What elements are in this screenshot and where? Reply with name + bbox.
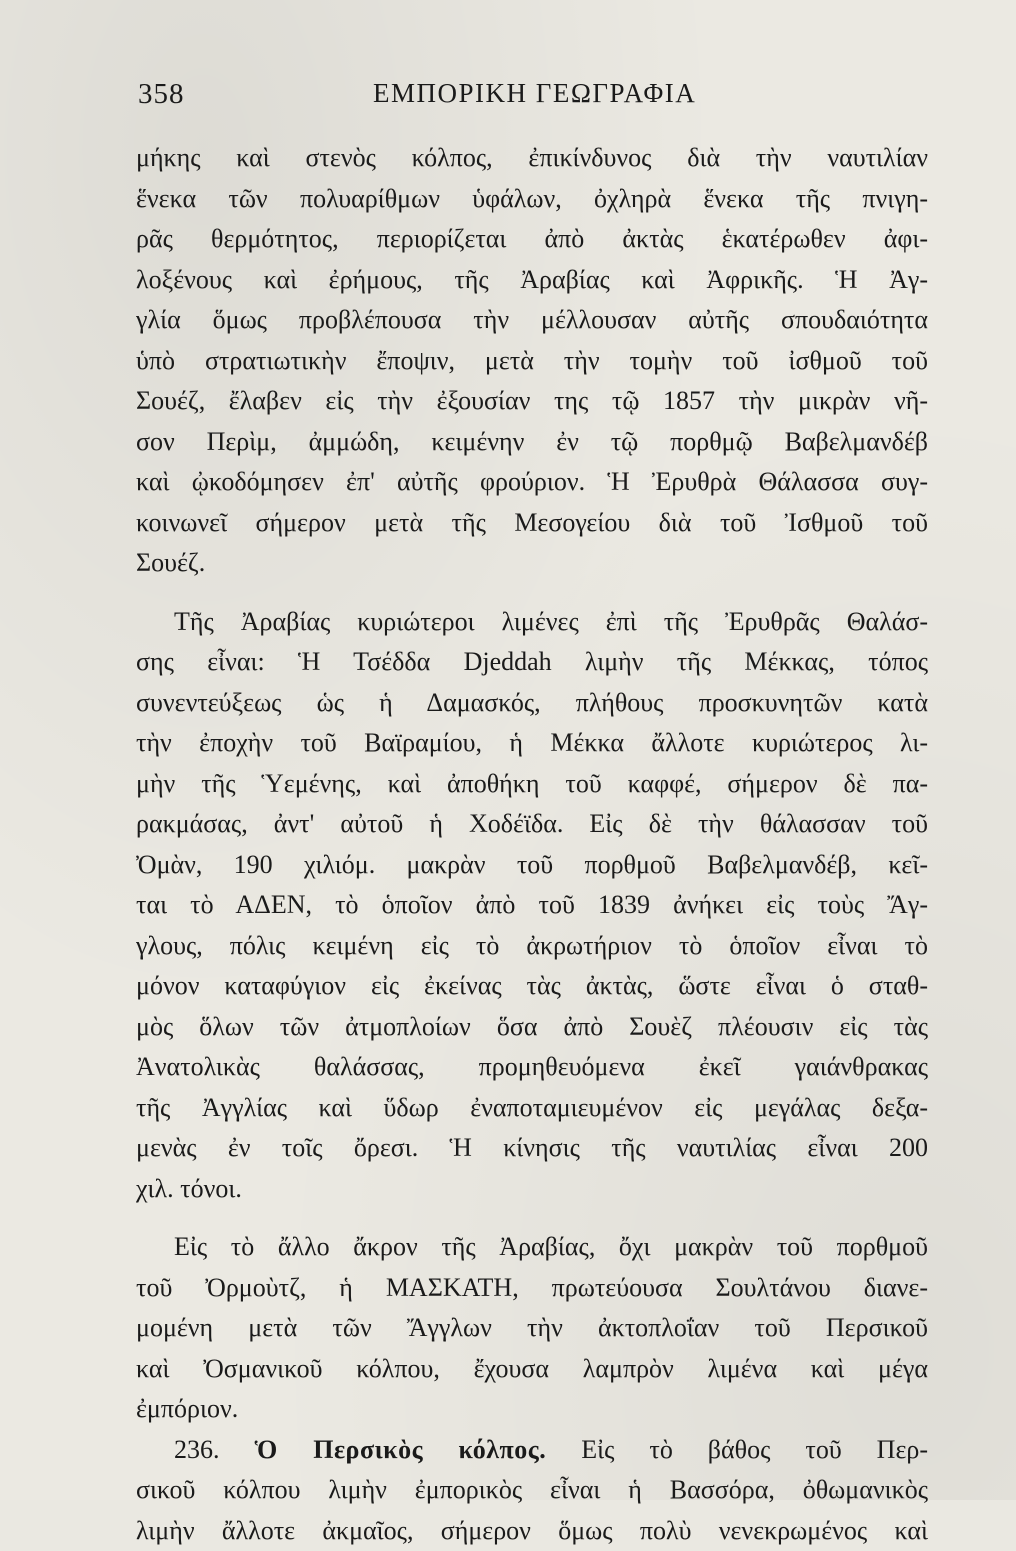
text-line: σον Περὶμ, ἀμμώδη, κειμένην ἐν τῷ πορθμῷ Βαβελμανδέβ: [136, 422, 928, 463]
text-line: Ἀνατολικὰς θαλάσσας, προμηθευόμενα ἐκεῖ γαιάνθρακας: [136, 1047, 928, 1088]
text-line: ὑπὸ στρατιωτικὴν ἔποψιν, μετὰ τὴν τομὴν τοῦ ἰσθμοῦ τοῦ: [136, 341, 928, 382]
text-line: σης εἶναι: Ἡ Τσέδδα Djeddah λιμὴν τῆς Μέκκας, τόπος: [136, 642, 928, 683]
text-line: λιμὴν ἄλλοτε ἀκμαῖος, σήμερον ὅμως πολὺ νενεκρωμένος καὶ: [136, 1511, 928, 1551]
section-paragraph: [136, 1430, 928, 1551]
text-line: συνεντεύξεως ὡς ἡ Δαμασκός, πλήθους προσκυνητῶν κατὰ: [136, 683, 928, 724]
section-line-rest: Εἰς τὸ βάθος τοῦ Περ-: [581, 1435, 928, 1464]
page-number: 358: [138, 78, 185, 111]
text-line: ἕνεκα τῶν πολυαρίθμων ὑφάλων, ὀχληρὰ ἕνεκα τῆς πνιγη-: [136, 179, 928, 220]
text-line: μενὰς ἐν τοῖς ὄρεσι. Ἡ κίνησις τῆς ναυτιλίας εἶναι 200: [136, 1128, 928, 1169]
paragraph: [136, 602, 928, 1210]
text-line: καὶ ᾠκοδόμησεν ἐπ' αὐτῆς φρούριον. Ἡ Ἐρυθρὰ Θάλασσα συγ-: [136, 462, 928, 503]
running-title: ΕΜΠΟΡΙΚΗ ΓΕΩΓΡΑΦΙΑ: [373, 78, 696, 109]
text-line: Τῆς Ἀραβίας κυριώτεροι λιμένες ἐπὶ τῆς Ἐρυθρᾶς Θαλάσ-: [136, 602, 928, 643]
text-line: χιλ. τόνοι.: [136, 1169, 928, 1210]
text-line: μὸς ὅλων τῶν ἀτμοπλοίων ὅσα ἀπὸ Σουὲζ πλέουσιν εἰς τὰς: [136, 1007, 928, 1048]
paragraph: [136, 138, 928, 584]
text-line: ἐμπόριον.: [136, 1389, 928, 1430]
page-body: [136, 138, 928, 1551]
text-line: μόνον καταφύγιον εἰς ἐκείνας τὰς ἀκτὰς, ὥστε εἶναι ὁ σταθ-: [136, 966, 928, 1007]
paragraph-gap: [136, 1209, 928, 1227]
page-header: [138, 78, 928, 122]
text-line: μὴν τῆς Ὑεμένης, καὶ ἀποθήκη τοῦ καφφέ, σήμερον δὲ πα-: [136, 764, 928, 805]
text-line: λοξένους καὶ ἐρήμους, τῆς Ἀραβίας καὶ Ἀφρικῆς. Ἡ Ἀγ-: [136, 260, 928, 301]
text-line: ρακμάσας, ἀντ' αὐτοῦ ἡ Χοδέϊδα. Εἰς δὲ τὴν θάλασσαν τοῦ: [136, 804, 928, 845]
text-line: τὴν ἐποχὴν τοῦ Βαϊραμίου, ἡ Μέκκα ἄλλοτε κυριώτερος λι-: [136, 723, 928, 764]
text-line: τοῦ Ὀρμοὺτζ, ἡ ΜΑΣΚΑΤΗ, πρωτεύουσα Σουλτάνου διανε-: [136, 1268, 928, 1309]
text-line: ται τὸ ΑΔΕΝ, τὸ ὁποῖον ἀπὸ τοῦ 1839 ἀνήκει εἰς τοὺς Ἄγ-: [136, 885, 928, 926]
paragraph-gap: [136, 584, 928, 602]
section-number: 236.: [174, 1435, 220, 1464]
text-line: γλους, πόλις κειμένη εἰς τὸ ἀκρωτήριον τὸ ὁποῖον εἶναι τὸ: [136, 926, 928, 967]
text-line: μήκης καὶ στενὸς κόλπος, ἐπικίνδυνος διὰ τὴν ναυτιλίαν: [136, 138, 928, 179]
text-line: καὶ Ὀσμανικοῦ κόλπου, ἔχουσα λαμπρὸν λιμένα καὶ μέγα: [136, 1349, 928, 1390]
text-line: σικοῦ κόλπου λιμὴν ἐμπορικὸς εἶναι ἡ Βασσόρα, ὀθωμανικὸς: [136, 1470, 928, 1511]
section-heading-line: [136, 1430, 928, 1471]
text-line: Ὀμὰν, 190 χιλιόμ. μακρὰν τοῦ πορθμοῦ Βαβελμανδέβ, κεῖ-: [136, 845, 928, 886]
text-line: μομένη μετὰ τῶν Ἄγγλων τὴν ἀκτοπλοΐαν τοῦ Περσικοῦ: [136, 1308, 928, 1349]
paragraph: [136, 1227, 928, 1430]
text-line: τῆς Ἀγγλίας καὶ ὕδωρ ἐναποταμιευμένον εἰς μεγάλας δεξα-: [136, 1088, 928, 1129]
text-line: γλία ὅμως προβλέπουσα τὴν μέλλουσαν αὐτῆς σπουδαιότητα: [136, 300, 928, 341]
text-line: κοινωνεῖ σήμερον μετὰ τῆς Μεσογείου διὰ τοῦ Ἰσθμοῦ τοῦ: [136, 503, 928, 544]
text-line: Σουέζ, ἔλαβεν εἰς τὴν ἐξουσίαν της τῷ 1857 τὴν μικρὰν νῆ-: [136, 381, 928, 422]
text-line: ρᾶς θερμότητος, περιορίζεται ἀπὸ ἀκτὰς ἑκατέρωθεν ἀφι-: [136, 219, 928, 260]
section-title: Ὁ Περσικὸς κόλπος.: [254, 1435, 546, 1464]
text-line: Εἰς τὸ ἄλλο ἄκρον τῆς Ἀραβίας, ὄχι μακρὰν τοῦ πορθμοῦ: [136, 1227, 928, 1268]
text-line: Σουέζ.: [136, 543, 928, 584]
